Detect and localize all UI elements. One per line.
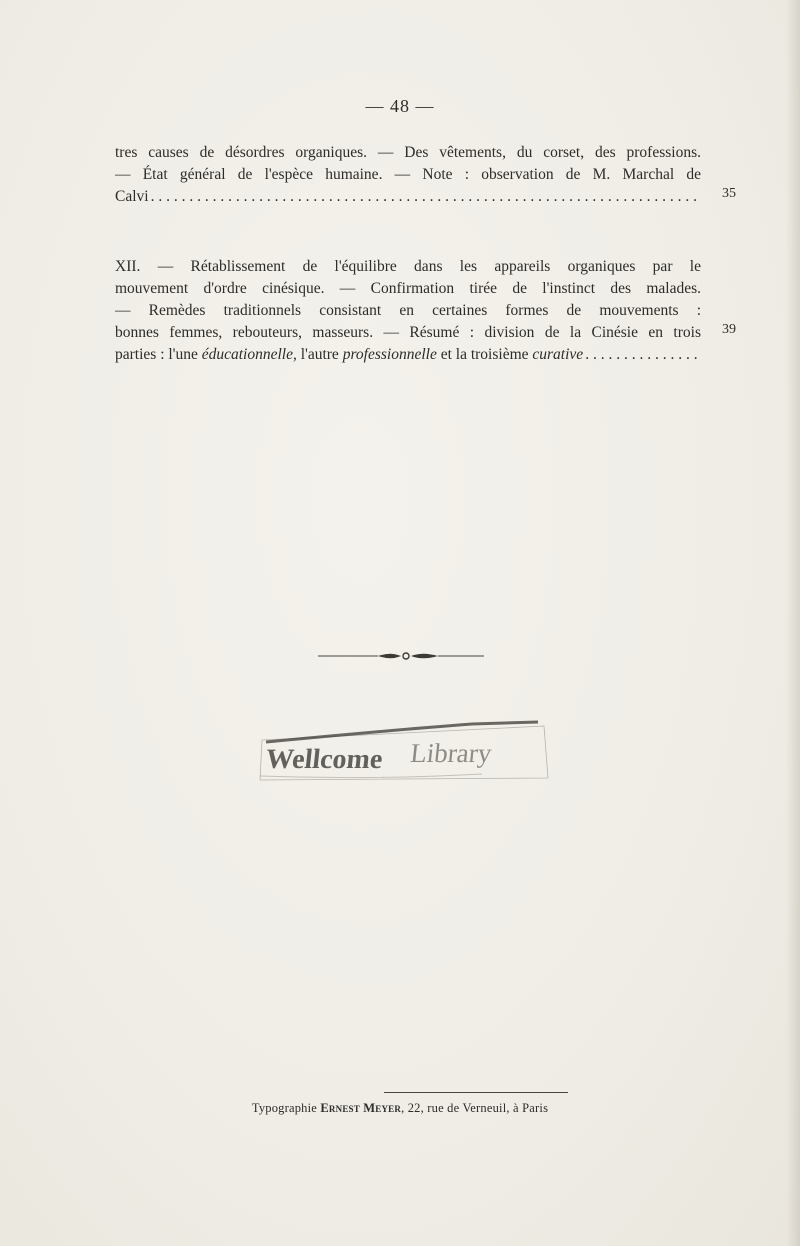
colophon — [0, 1101, 800, 1116]
page-edge-shadow — [786, 0, 800, 1246]
dot-leader — [151, 186, 699, 208]
page-number: — 48 — — [365, 96, 435, 116]
toc-entry-1-line-3-text: Calvi — [115, 188, 149, 205]
svg-text:Library: Library — [408, 738, 494, 768]
wellcome-library-stamp — [252, 720, 552, 782]
toc-italic-term: curative — [532, 346, 584, 363]
toc-italic-term: éducationnelle — [201, 346, 293, 363]
colophon-prefix: Typographie — [251, 1101, 321, 1115]
end-ornament — [316, 650, 486, 662]
toc-entry-2-line-3: — Remèdes traditionnels consistant en certaines formes de mouvements : — [115, 302, 701, 319]
toc-entry-2-line-5-text — [115, 344, 583, 366]
toc-entry-1 — [115, 142, 701, 208]
toc-text-segment: et la troisième — [436, 346, 533, 363]
toc-entry-1-line-1: tres causes de désordres organiques. — Des vêtements, du corset, des professions. — [115, 144, 701, 161]
colophon-address: , 22, rue de Verneuil, à Paris — [401, 1101, 549, 1115]
toc-entry-1-line-3 — [115, 186, 701, 208]
toc-entry-1-page: 35 — [722, 186, 736, 201]
toc-entry-2-line-2: mouvement d'ordre cinésique. — Confirmation tirée de l'instinct des malades. — [115, 280, 701, 297]
toc-entry-2-line-4: bonnes femmes, rebouteurs, masseurs. — Résumé : division de la Cinésie en trois — [115, 324, 701, 341]
toc-text-segment: parties : l'une — [115, 346, 202, 363]
printer-name: Ernest Meyer — [320, 1101, 402, 1115]
toc-text-segment: , l'autre — [292, 346, 343, 363]
toc-italic-term: professionnelle — [342, 346, 437, 363]
toc-entry-2-line-5 — [115, 344, 701, 366]
dot-leader — [585, 344, 699, 366]
toc-entry-2-page: 39 — [722, 322, 736, 337]
toc-entry-2-line-1: XII. — Rétablissement de l'équilibre dans les appareils organiques par le — [115, 258, 701, 275]
svg-text:Wellcome: Wellcome — [264, 744, 385, 775]
toc-entry-1-line-2: — État général de l'espèce humaine. — Note : observation de M. Marchal de — [115, 166, 701, 183]
colophon-rule — [384, 1092, 568, 1093]
toc-entry-2 — [115, 256, 701, 366]
